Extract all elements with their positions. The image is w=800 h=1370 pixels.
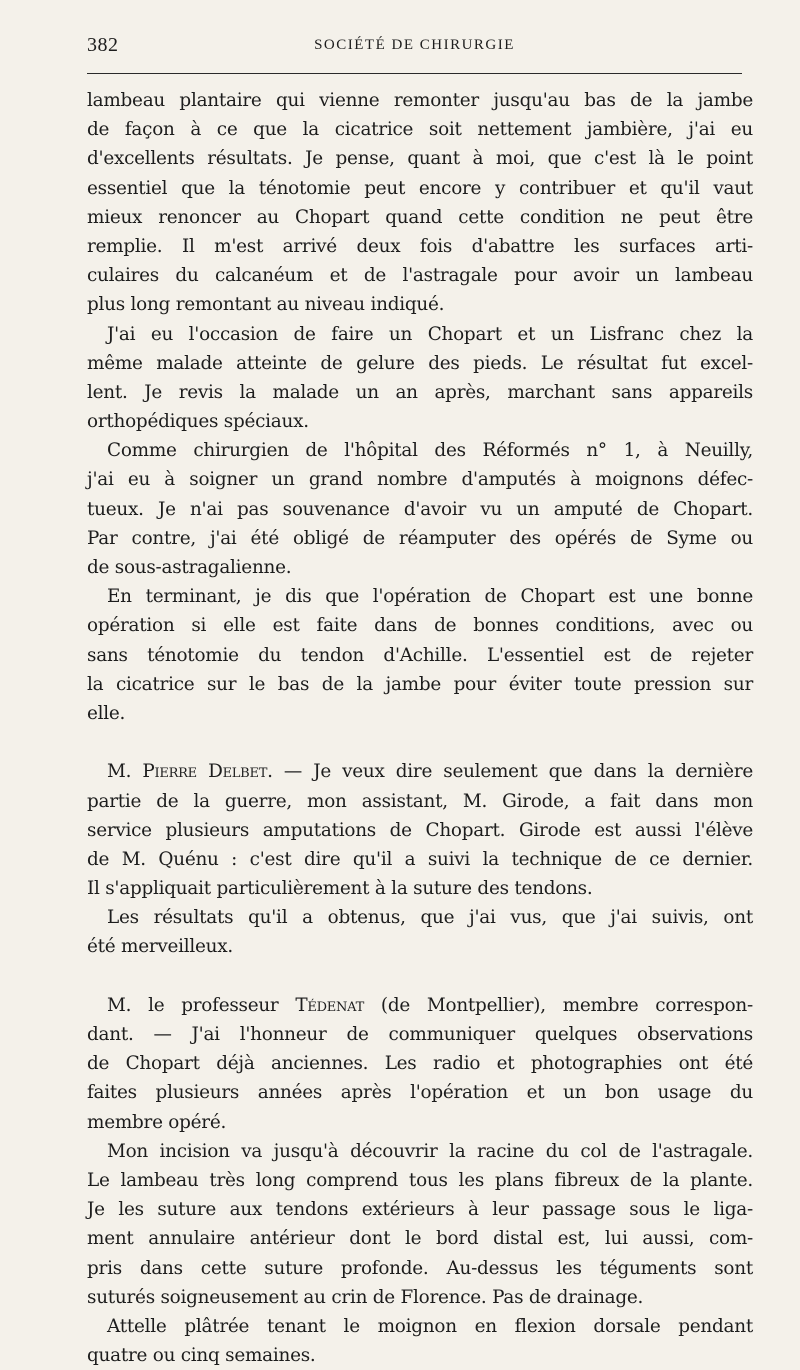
intervention-tedenat — [87, 991, 753, 1370]
text-line: j'ai eu à soigner un grand nombre d'amputés à moignons défec- — [87, 469, 753, 491]
paragraph — [87, 86, 753, 320]
text-line: En terminant, je dis que l'opération de Chopart est une bonne — [107, 586, 753, 608]
text-line: la cicatrice sur le bas de la jambe pour éviter toute pression sur — [87, 673, 753, 695]
speaker-prefix: M. le professeur — [107, 994, 296, 1016]
header-rule — [87, 73, 742, 74]
paragraph — [87, 320, 753, 437]
text-line: Mon incision va jusqu'à découvrir la racine du col de l'astragale. — [107, 1140, 753, 1162]
text-line: mieux renoncer au Chopart quand cette condition ne peut être — [87, 206, 753, 228]
text-line: pris dans cette suture profonde. Au-dessus les téguments sont — [87, 1257, 753, 1279]
section-gap — [87, 728, 753, 757]
text-line: Attelle plâtrée tenant le moignon en flexion dorsale pendant — [107, 1315, 753, 1337]
text-line: essentiel que la ténotomie peut encore y contribuer et qu'il vaut — [87, 177, 753, 199]
paragraph — [87, 582, 753, 728]
text-line: faites plusieurs années après l'opération et un bon usage du — [87, 1082, 753, 1104]
text-line: service plusieurs amputations de Chopart. Girode est aussi l'élève — [87, 819, 753, 841]
page-header — [87, 30, 742, 60]
line-text: . — Je veux dire seulement que dans la dernière — [267, 761, 753, 783]
text-line — [87, 991, 753, 1020]
text-line: de façon à ce que la cicatrice soit nettement jambière, j'ai eu — [87, 119, 753, 141]
text-line: dant. — J'ai l'honneur de communiquer quelques observations — [87, 1024, 753, 1045]
text-line: tueux. Je n'ai pas souvenance d'avoir vu un amputé de Chopart. — [87, 498, 753, 520]
text-line: lambeau plantaire qui vienne remonter jusqu'au bas de la jambe — [87, 90, 753, 111]
text-line — [87, 757, 753, 786]
text-line: quatre ou cinq semaines. — [87, 1345, 316, 1367]
text-line: elle. — [87, 702, 126, 724]
text-line: Comme chirurgien de l'hôpital des Réformés n° 1, à Neuilly, — [107, 440, 753, 462]
text-line: membre opéré. — [87, 1111, 227, 1133]
text-line: orthopédiques spéciaux. — [87, 411, 309, 433]
text-line: sans ténotomie du tendon d'Achille. L'essentiel est de rejeter — [87, 644, 753, 666]
text-line: même malade atteinte de gelure des pieds. Le résultat fut excel- — [87, 352, 753, 374]
page-number: 382 — [87, 34, 119, 56]
line-text: (de Montpellier), membre correspon- — [364, 994, 753, 1016]
text-line: Par contre, j'ai été obligé de réamputer des opérés de Syme ou — [87, 527, 753, 549]
speaker-prefix: M. — [107, 761, 143, 783]
text-line: partie de la guerre, mon assistant, M. Girode, a fait dans mon — [87, 790, 753, 812]
text-line: été merveilleux. — [87, 936, 233, 958]
text-line: opération si elle est faite dans de bonnes conditions, avec ou — [87, 615, 753, 637]
running-head: SOCIÉTÉ DE CHIRURGIE — [314, 37, 515, 53]
text-line: Le lambeau très long comprend tous les plans fibreux de la plante. — [87, 1169, 753, 1191]
text-line: lent. Je revis la malade un an après, marchant sans appareils — [87, 381, 753, 403]
section-gap — [87, 962, 753, 991]
body-text — [87, 86, 753, 1370]
text-line: culaires du calcanéum et de l'astragale pour avoir un lambeau — [87, 265, 753, 287]
paragraph — [87, 436, 753, 582]
text-line: de Chopart déjà anciennes. Les radio et photographies ont été — [87, 1053, 753, 1075]
text-line: de sous-astragalienne. — [87, 557, 292, 578]
speaker-name: Pierre Delbet — [142, 761, 268, 783]
text-line: ment annulaire antérieur dont le bord distal est, lui aussi, com- — [87, 1228, 753, 1250]
speaker-name: Tédenat — [295, 994, 365, 1016]
text-line: d'excellents résultats. Je pense, quant à moi, que c'est là le point — [87, 148, 753, 170]
text-line: Les résultats qu'il a obtenus, que j'ai vus, que j'ai suivis, ont — [107, 907, 753, 929]
text-line: J'ai eu l'occasion de faire un Chopart et un Lisfranc chez la — [107, 323, 753, 345]
intervention-delbet — [87, 757, 753, 961]
text-line: plus long remontant au niveau indiqué. — [87, 294, 445, 316]
text-line: Je les suture aux tendons extérieurs à leur passage sous le liga- — [87, 1199, 753, 1221]
text-line: remplie. Il m'est arrivé deux fois d'abattre les surfaces arti- — [87, 235, 753, 257]
text-line: Il s'appliquait particulièrement à la suture des tendons. — [87, 878, 593, 900]
text-line: de M. Quénu : c'est dire qu'il a suivi la technique de ce dernier. — [87, 848, 753, 870]
text-line: suturés soigneusement au crin de Florence. Pas de drainage. — [87, 1286, 644, 1308]
